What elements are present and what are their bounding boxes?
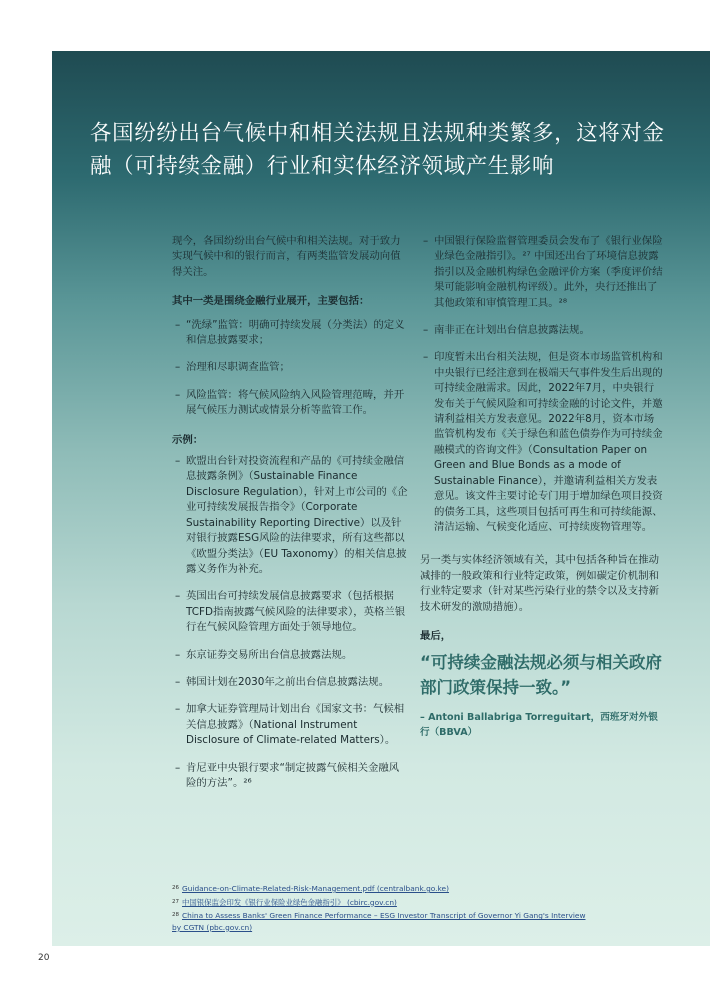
- quote-attribution: – Antoni Ballabriga Torreguitart，西班牙对外银行（BBVA）: [420, 712, 658, 739]
- page-number: 20: [38, 953, 50, 963]
- footnote-number: 26: [172, 885, 179, 891]
- intro-paragraph: 现今，各国纷纷出台气候中和相关法规。对于致力实现气候中和的银行而言，有两类监管发展动向值得关注。: [172, 235, 401, 278]
- examples-heading: 示例：: [172, 433, 204, 446]
- footnote-link[interactable]: China to Assess Banks' Green Finance Performance – ESG Investor Transcript of Governor Yi Gang's Interview by CGTN (pbc.gov.cn): [172, 911, 586, 932]
- list-item: – 肯尼亚中央银行要求“制定披露气候相关金融风险的方法”。²⁶: [172, 761, 408, 792]
- list-item: – 加拿大证券管理局计划出台《国家文书：气候相关信息披露》（National Instrument Disclosure of Climate-related Matters）。: [172, 702, 408, 748]
- list-item: – “洗绿”监管：明确可持续发展（分类法）的定义和信息披露要求；: [172, 318, 408, 349]
- page-title: 各国纷纷出台气候中和相关法规且法规种类繁多，这将对金融（可持续金融）行业和实体经济领域产生影响: [90, 121, 665, 179]
- list-item: – 风险监管：将气候风险纳入风险管理范畴，并开展气候压力测试或情景分析等监管工作。: [172, 388, 408, 419]
- list-item: – 中国银行保险监督管理委员会发布了《银行业保险业绿色金融指引》。²⁷ 中国还出台了环境信息披露指引以及金融机构绿色金融评价方案（季度评价结果可能影响金融机构评级）。此外，央行还推出了其他政策和审慎管理工具。²⁸: [420, 234, 664, 311]
- footnote-number: 27: [172, 898, 179, 905]
- right-column: [420, 234, 664, 754]
- pull-quote: “可持续金融法规必须与相关政府部门政策保持一致。”: [420, 653, 662, 698]
- list-item: – 东京证券交易所出台信息披露法规。: [172, 648, 408, 663]
- footnotes: [172, 883, 592, 935]
- examples-list: [172, 454, 408, 791]
- footnote-link[interactable]: 中国银保监会印发《银行业保险业绿色金融指引》 (cbirc.gov.cn): [182, 897, 397, 907]
- footnote-number: 28: [172, 912, 179, 919]
- category-heading: 其中一类是围绕金融行业展开，主要包括：: [172, 295, 370, 308]
- footnote: [172, 910, 592, 933]
- list-item: – 欧盟出台针对投资流程和产品的《可持续金融信息披露条例》（Sustainable Finance Disclosure Regulation），针对上市公司的《企业可持续发展报告指令》（Corporate Sustainability Reporting Directive）以及针对银行披露ESG风险的法律要求，所有这些都以《欧盟分类法》（EU Taxonomy）的相关信息披露义务作为补充。: [172, 454, 408, 577]
- category-list: [172, 318, 408, 419]
- finally-label: 最后，: [420, 629, 452, 642]
- footnote: [172, 883, 592, 895]
- footnote-link[interactable]: Guidance-on-Climate-Related-Risk-Management.pdf (centralbank.go.ke): [182, 884, 449, 893]
- list-item: – 南非正在计划出台信息披露法规。: [420, 323, 664, 338]
- footnote: [172, 897, 592, 909]
- list-item: – 韩国计划在2030年之前出台信息披露法规。: [172, 675, 408, 690]
- left-column: [172, 234, 408, 803]
- country-list: [420, 234, 664, 535]
- second-category-paragraph: 另一类与实体经济领域有关，其中包括各种旨在推动减排的一般政策和行业特定政策，例如碳定价机制和行业特定要求（针对某些污染行业的禁令以及支持新技术研发的激励措施）。: [420, 554, 659, 613]
- list-item: – 治理和尽职调查监管；: [172, 360, 408, 375]
- list-item: – 印度暂未出台相关法规，但是资本市场监管机构和中央银行已经注意到在极端天气事件发生后出现的可持续金融需求。因此，2022年7月，中央银行发布关于气候风险和可持续金融的讨论文件，并邀请利益相关方发表意见。2022年8月，资本市场监管机构发布《关于绿色和蓝色债券作为可持续金融模式的咨询文件》（Consultation Paper on Green and Blue Bonds as a mode of Sustainable Finance），并邀请利益相关方发表意见。该文件主要讨论专门用于增加绿色项目投资的债务工具，这些项目包括可再生和可持续能源、清洁运输、气候变化适应、可持续废物管理等。: [420, 350, 664, 535]
- list-item: – 英国出台可持续发展信息披露要求（包括根据TCFD指南披露气候风险的法律要求），英格兰银行在气候风险管理方面处于领导地位。: [172, 589, 408, 635]
